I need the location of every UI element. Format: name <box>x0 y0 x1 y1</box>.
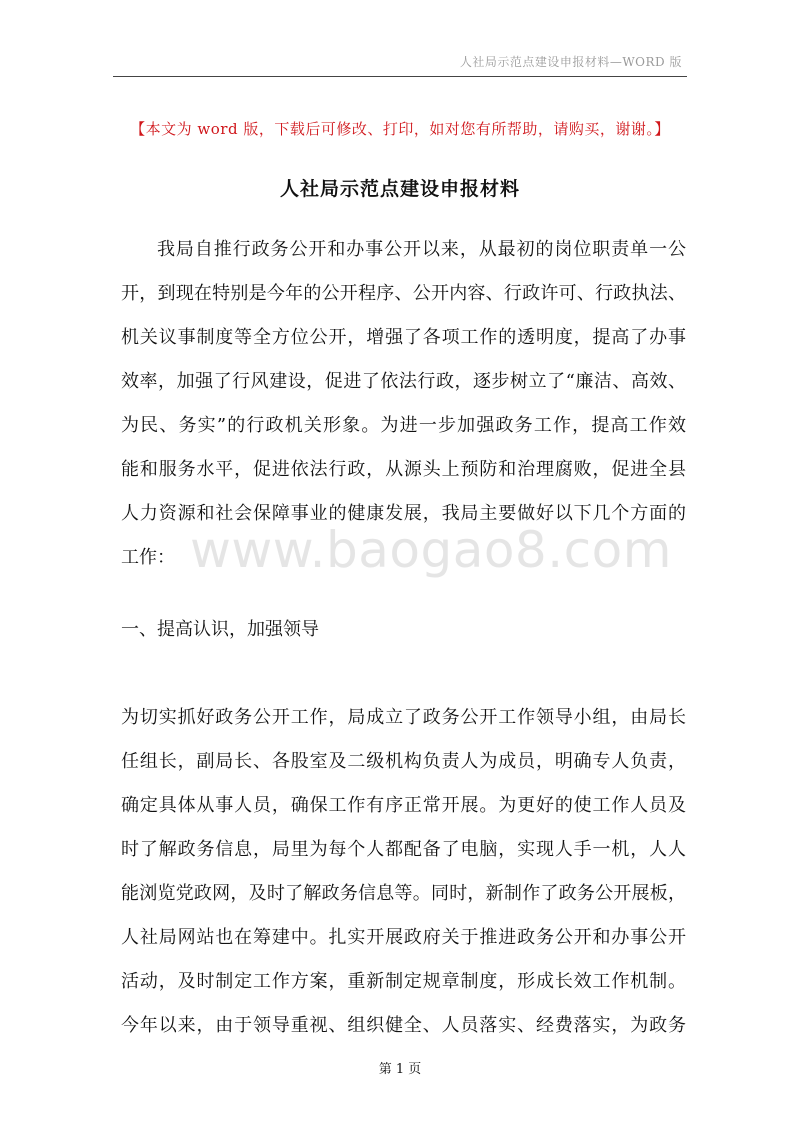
text-line: 确定具体从事人员，确保工作有序正常开展。为更好的使工作人员及 <box>121 795 686 816</box>
section-heading: 一、提高认识，加强领导 <box>121 619 319 640</box>
text-line: 我局自推行政务公开和办事公开以来，从最初的岗位职责单一公 <box>157 239 686 260</box>
text-line: 今年以来，由于领导重视、组织健全、人员落实、经费落实，为政务 <box>121 1015 686 1036</box>
site-watermark: www.baogao8.com <box>190 521 672 579</box>
page-number: 第 1 页 <box>378 1062 422 1077</box>
text-line: 为民、务实”的行政机关形象。为进一步加强政务工作，提高工作效 <box>121 415 686 436</box>
text-line: 效率，加强了行风建设，促进了依法行政，逐步树立了“廉洁、高效、 <box>121 371 686 392</box>
text-line: 工作： <box>121 547 175 568</box>
word-version-notice: 【本文为 word 版，下载后可修改、打印，如对您有所帮助，请购买，谢谢。】 <box>130 120 670 138</box>
text-line: 人力资源和社会保障事业的健康发展，我局主要做好以下几个方面的 <box>121 503 686 524</box>
text-line: 为切实抓好政务公开工作，局成立了政务公开工作领导小组，由局长 <box>121 707 686 728</box>
text-line: 任组长，副局长、各股室及二级机构负责人为成员，明确专人负责， <box>121 751 686 772</box>
document-title: 人社局示范点建设申报材料 <box>279 178 520 200</box>
running-header: 人社局示范点建设申报材料—WORD 版 <box>459 55 682 69</box>
text-line: 能浏览党政网，及时了解政务信息等。同时，新制作了政务公开展板， <box>121 883 686 904</box>
text-line: 能和服务水平，促进依法行政，从源头上预防和治理腐败，促进全县 <box>121 459 686 480</box>
section1-paragraph <box>121 696 686 1048</box>
header-rule <box>113 76 687 77</box>
text-line: 活动，及时制定工作方案，重新制定规章制度，形成长效工作机制。 <box>121 971 686 992</box>
text-line: 开，到现在特别是今年的公开程序、公开内容、行政许可、行政执法、 <box>121 283 686 304</box>
text-line: 时了解政务信息，局里为每个人都配备了电脑，实现人手一机，人人 <box>121 839 686 860</box>
text-line: 机关议事制度等全方位公开，增强了各项工作的透明度，提高了办事 <box>121 327 686 348</box>
text-line: 人社局网站也在筹建中。扎实开展政府关于推进政务公开和办事公开 <box>121 927 686 948</box>
